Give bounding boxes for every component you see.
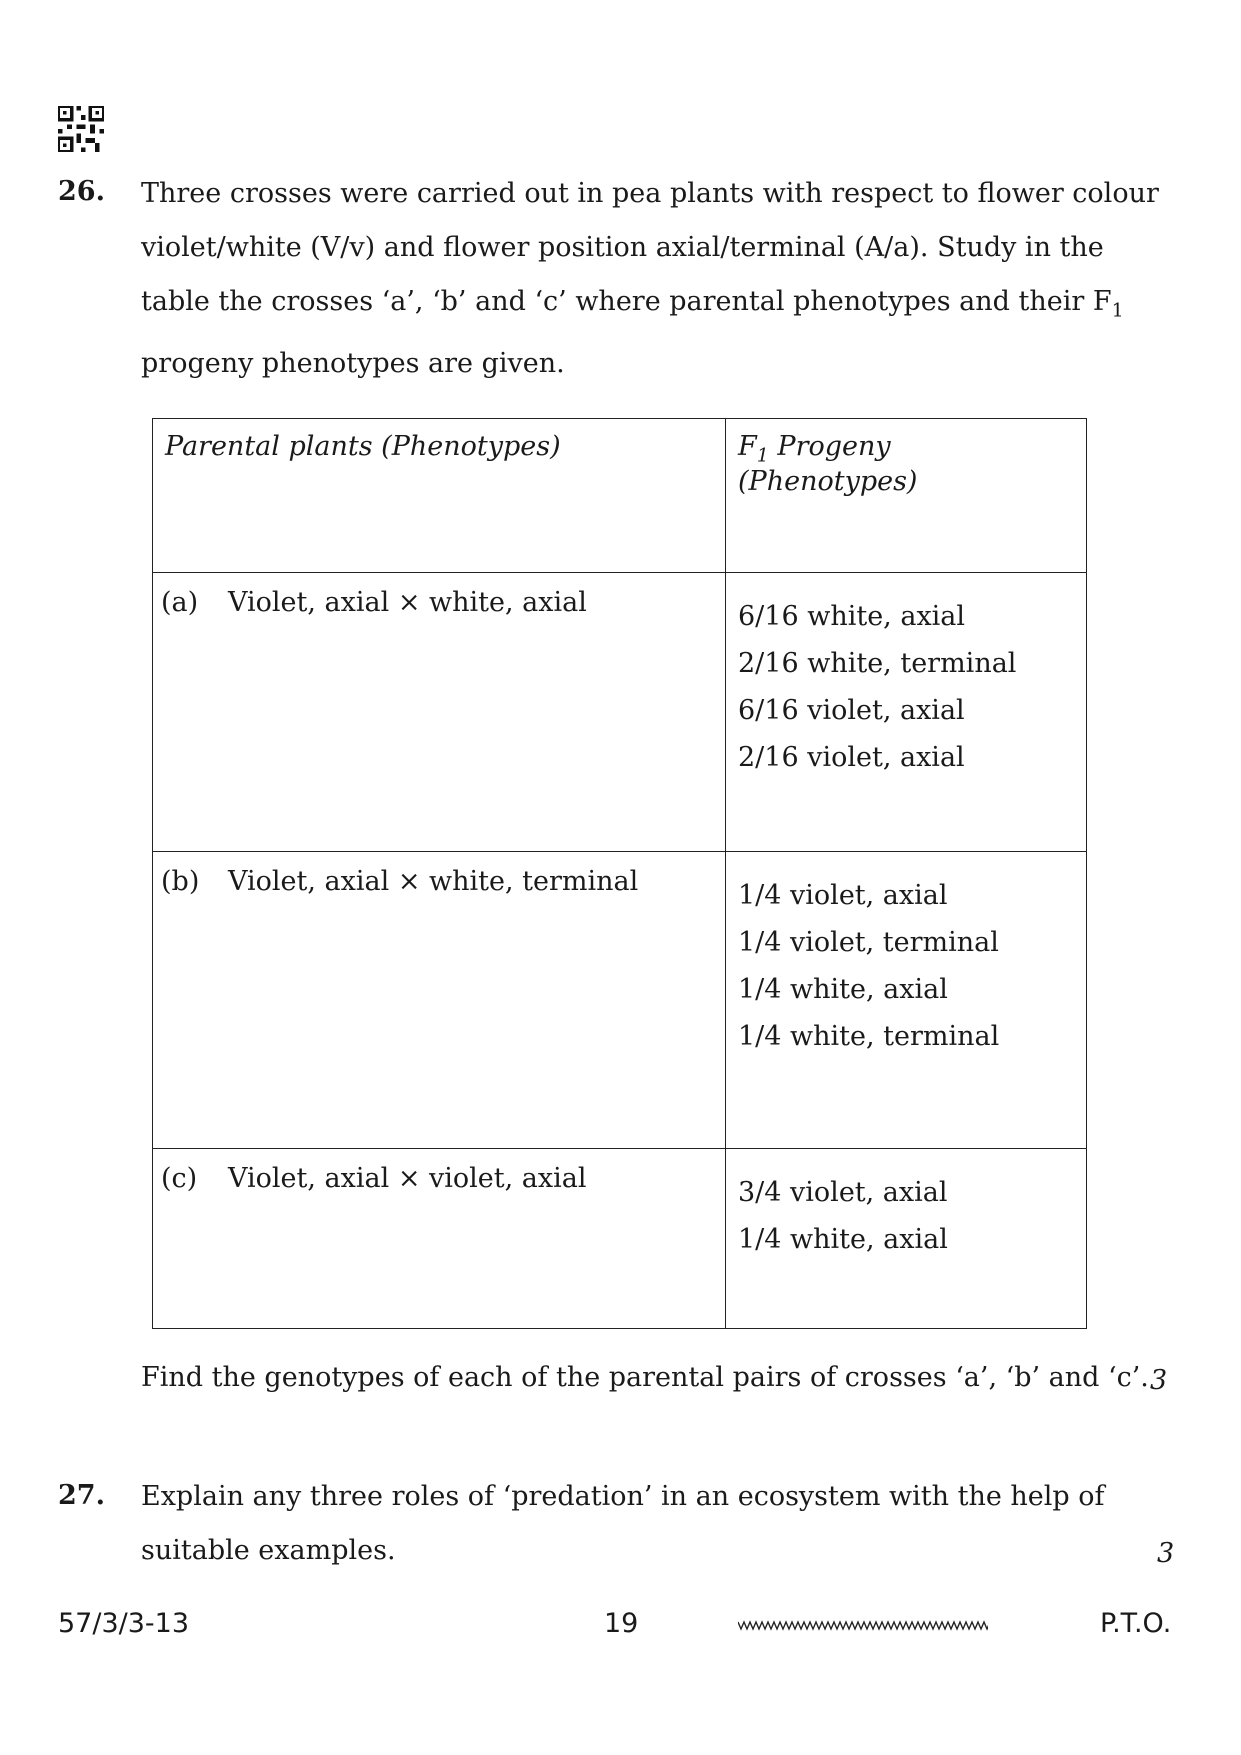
question-26-marks: 3 xyxy=(1150,1365,1168,1396)
progeny-item: 1/4 violet, terminal xyxy=(738,927,999,958)
parents-cell xyxy=(153,1149,726,1329)
f1-subscript: 1 xyxy=(1111,299,1124,322)
header-parental: Parental plants (Phenotypes) xyxy=(153,419,726,573)
question-26-line-1: Three crosses were carried out in pea plants with respect to flower colour xyxy=(141,178,1159,209)
question-27-line-1: Explain any three roles of ‘predation’ in an ecosystem with the help of xyxy=(141,1481,1105,1512)
progeny-item: 1/4 white, axial xyxy=(738,1224,948,1255)
progeny-item: 3/4 violet, axial xyxy=(738,1177,948,1208)
table-row xyxy=(153,852,1087,1149)
question-26-number: 26. xyxy=(58,176,105,207)
question-27-line-2: suitable examples. xyxy=(141,1535,396,1566)
question-26-line-4: progeny phenotypes are given. xyxy=(141,348,565,380)
progeny-item: 6/16 white, axial xyxy=(738,601,966,632)
progeny-item: 6/16 violet, axial xyxy=(738,695,965,726)
table-row xyxy=(153,573,1087,852)
parents-text: Violet, axial × white, axial xyxy=(228,587,587,618)
question-26-prompt: Find the genotypes of each of the parental pairs of crosses ‘a’, ‘b’ and ‘c’. xyxy=(141,1362,1149,1393)
footer-page-number: 19 xyxy=(604,1608,639,1639)
progeny-cell xyxy=(726,573,1087,852)
qr-code xyxy=(58,106,104,152)
parents-text: Violet, axial × violet, axial xyxy=(228,1163,587,1194)
question-26-line-3 xyxy=(141,275,1124,337)
question-27-text xyxy=(141,1470,1117,1578)
question-27-marks: 3 xyxy=(1157,1538,1175,1569)
header-f1-letter: F xyxy=(738,431,757,462)
question-26-line-2: violet/white (V/v) and flower position axial/terminal (A/a). Study in the xyxy=(141,232,1104,263)
parents-text: Violet, axial × white, terminal xyxy=(228,866,639,897)
progeny-item: 2/16 white, terminal xyxy=(738,648,1017,679)
progeny-item: 1/4 violet, axial xyxy=(738,880,948,911)
header-f1-progeny xyxy=(726,419,1087,573)
footer-code: 57/3/3-13 xyxy=(58,1608,190,1639)
row-label: (c) xyxy=(161,1163,198,1194)
progeny-cell xyxy=(726,852,1087,1149)
table-header-row xyxy=(153,419,1087,573)
footer-pto: P.T.O. xyxy=(1100,1608,1172,1639)
progeny-item: 1/4 white, axial xyxy=(738,974,948,1005)
progeny-item: 2/16 violet, axial xyxy=(738,742,965,773)
header-f1-rest: Progeny (Phenotypes) xyxy=(738,431,918,498)
row-label: (b) xyxy=(161,866,200,897)
parents-cell xyxy=(153,852,726,1149)
parents-cell xyxy=(153,573,726,852)
question-27-number: 27. xyxy=(58,1480,105,1511)
table-row xyxy=(153,1149,1087,1329)
wavy-line-decoration xyxy=(738,1616,988,1634)
question-26-text xyxy=(141,167,1159,391)
progeny-item: 1/4 white, terminal xyxy=(738,1021,1000,1052)
crosses-table xyxy=(152,418,1087,1329)
progeny-cell xyxy=(726,1149,1087,1329)
question-26-line-3-text: table the crosses ‘a’, ‘b’ and ‘c’ where parental phenotypes and their F xyxy=(141,286,1112,317)
row-label: (a) xyxy=(161,587,199,618)
header-f1-subscript: 1 xyxy=(756,444,769,467)
